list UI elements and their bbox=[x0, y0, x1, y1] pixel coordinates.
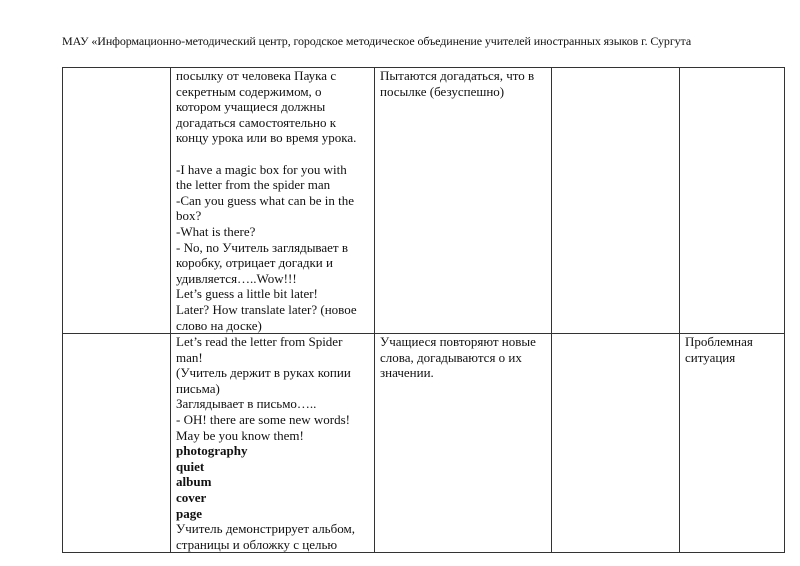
text-line: письма) bbox=[176, 380, 220, 396]
text-line: (Учитель держит в руках копии bbox=[176, 365, 351, 381]
text-line: Заглядывает в письмо….. bbox=[176, 396, 317, 412]
vocab-word: page bbox=[176, 505, 202, 521]
page-header: МАУ «Информационно-методический центр, городское методическое объединение учителей иностранных языков г. Сургута bbox=[62, 34, 692, 48]
text-line: посылке (безуспешно) bbox=[380, 83, 505, 99]
text-line: - OH! there are some new words! bbox=[176, 412, 350, 428]
text-line: man! bbox=[176, 349, 203, 365]
text-line: Учащиеся повторяют новые bbox=[380, 334, 536, 350]
cell-stage bbox=[63, 334, 171, 553]
text-line: секретным содержимом, о bbox=[176, 83, 322, 99]
text-line: ситуация bbox=[685, 349, 736, 365]
text-line: the letter from the spider man bbox=[176, 177, 331, 193]
text-line: -Can you guess what can be in the bbox=[176, 192, 354, 208]
table-row bbox=[63, 334, 785, 553]
text-line: коробку, отрицает догадки и bbox=[176, 255, 333, 271]
vocab-word: quiet bbox=[176, 458, 205, 474]
text-line: значении. bbox=[380, 365, 434, 381]
cell-notes bbox=[680, 334, 785, 553]
text-line: box? bbox=[176, 208, 202, 224]
text-line: Let’s guess a little bit later! bbox=[176, 286, 318, 302]
vocab-word: cover bbox=[176, 490, 207, 506]
text-line: догадаться самостоятельно к bbox=[176, 114, 337, 130]
vocab-word: album bbox=[176, 474, 212, 490]
text-line: Later? How translate later? (новое bbox=[176, 301, 357, 317]
text-line: посылку от человека Паука с bbox=[176, 68, 337, 83]
lesson-plan-table bbox=[62, 67, 785, 553]
text-line: Проблемная bbox=[685, 334, 753, 350]
text-line: котором учащиеся должны bbox=[176, 99, 326, 115]
text-line: May be you know them! bbox=[176, 427, 304, 443]
cell-col4 bbox=[552, 334, 680, 553]
cell-col4 bbox=[552, 68, 680, 334]
cell-student-activity bbox=[375, 334, 552, 553]
text-line: - No, no Учитель заглядывает в bbox=[176, 239, 349, 255]
cell-teacher-activity bbox=[171, 68, 375, 334]
table-row bbox=[63, 68, 785, 334]
text-line: слова, догадываются о их bbox=[380, 349, 522, 365]
text-line: Учитель демонстрирует альбом, bbox=[176, 521, 355, 537]
blank-line bbox=[176, 146, 370, 162]
text-line: -I have a magic box for you with bbox=[176, 161, 347, 177]
text-line: слово на доске) bbox=[176, 317, 262, 333]
text-line: -What is there? bbox=[176, 223, 256, 239]
text-line: удивляется…..Wow!!! bbox=[176, 270, 297, 286]
cell-notes bbox=[680, 68, 785, 334]
cell-stage bbox=[63, 68, 171, 334]
cell-student-activity bbox=[375, 68, 552, 334]
cell-teacher-activity bbox=[171, 334, 375, 553]
text-line: концу урока или во время урока. bbox=[176, 130, 357, 146]
text-line: Пытаются догадаться, что в bbox=[380, 68, 535, 83]
text-line: Let’s read the letter from Spider bbox=[176, 334, 343, 350]
vocab-word: photography bbox=[176, 443, 248, 459]
text-line: страницы и обложку с целью bbox=[176, 536, 338, 552]
